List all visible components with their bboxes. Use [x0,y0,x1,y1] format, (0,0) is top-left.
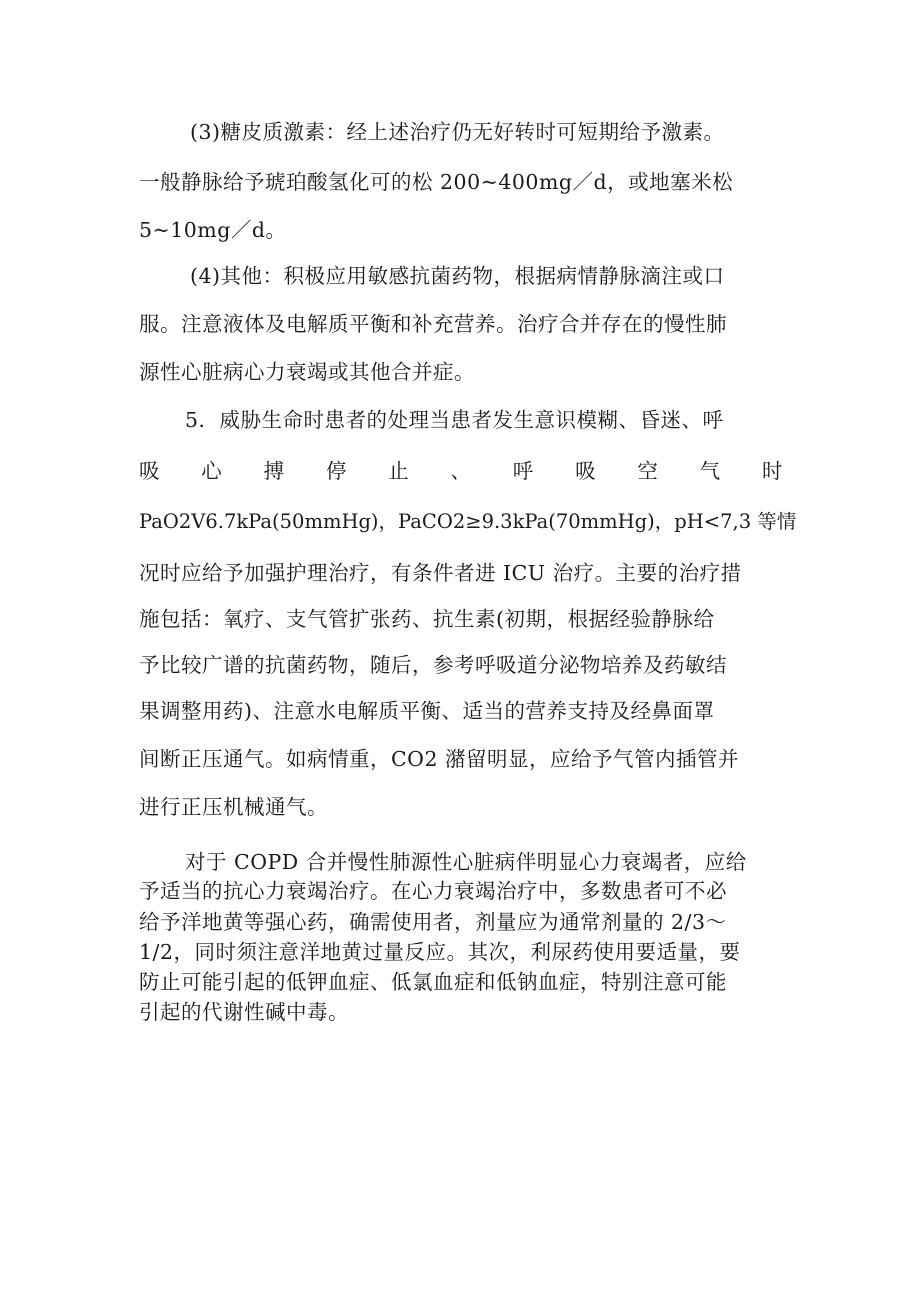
para4-line-1: (4)其他：积极应用敏感抗菌药物，根据病情静脉滴注或口 [190,264,725,288]
para3-line-1: (3)糖皮质激素：经上述治疗仍无好转时可短期给予激素。 [190,120,725,144]
para5-word: 搏 [263,459,285,483]
para3-line-2: 一般静脉给予琥珀酸氢化可的松 200~400mg／d，或地塞米松 [139,170,734,194]
para5-line-4: 况时应给予加强护理治疗，有条件者进 ICU 治疗。主要的治疗措 [139,561,742,585]
para5-word: 呼 [512,459,534,483]
para5-line-2 [139,457,783,485]
para5-line-7: 果调整用药)、注意水电解质平衡、适当的营养支持及经鼻面罩 [139,699,715,723]
para5-line-6: 予比较广谱的抗菌药物，随后，参考呼吸道分泌物培养及药敏结 [139,653,727,677]
para3-line-3: 5~10mg／d。 [139,218,287,242]
para5-word: 气 [699,459,721,483]
para6-line-5: 防止可能引起的低钾血症、低氯血症和低钠血症，特别注意可能 [139,970,727,994]
para4-line-2: 服。注意液体及电解质平衡和补充营养。治疗合并存在的慢性肺 [139,312,727,336]
para5-word: 心 [201,459,223,483]
para6-line-3: 给予洋地黄等强心药，确需使用者，剂量应为通常剂量的 2/3～ [139,910,727,934]
para5-word: 时 [761,459,783,483]
para5-line-3: PaO2V6.7kPa(50mmHg)，PaCO2≥9.3kPa(70mmHg)，pH<7,3 等情 [139,510,797,533]
para5-line-8: 间断正压通气。如病情重，CO2 潴留明显，应给予气管内插管并 [139,747,740,771]
para6-line-1: 对于 COPD 合并慢性肺源性心脏病伴明显心力衰竭者，应给 [185,850,747,874]
para5-word: 、 [450,459,472,483]
para4-line-3: 源性心脏病心力衰竭或其他合并症。 [139,360,475,384]
para6-line-6: 引起的代谢性碱中毒。 [139,1000,349,1024]
para6-line-2: 予适当的抗心力衰竭治疗。在心力衰竭治疗中，多数患者可不必 [139,879,727,903]
para5-line-9: 进行正压机械通气。 [139,795,328,819]
para5-word: 空 [637,459,659,483]
para5-line-5: 施包括：氧疗、支气管扩张药、抗生素(初期，根据经验静脉给 [139,607,715,631]
para5-word: 吸 [139,459,160,483]
para6-line-4: 1/2，同时须注意洋地黄过量反应。其次，利尿药使用要适量，要 [139,940,741,964]
para5-line-1: 5．威胁生命时患者的处理当患者发生意识模糊、昏迷、呼 [185,408,724,432]
para5-word: 停 [325,459,347,483]
para5-word: 止 [388,459,410,483]
para5-word: 吸 [575,459,597,483]
